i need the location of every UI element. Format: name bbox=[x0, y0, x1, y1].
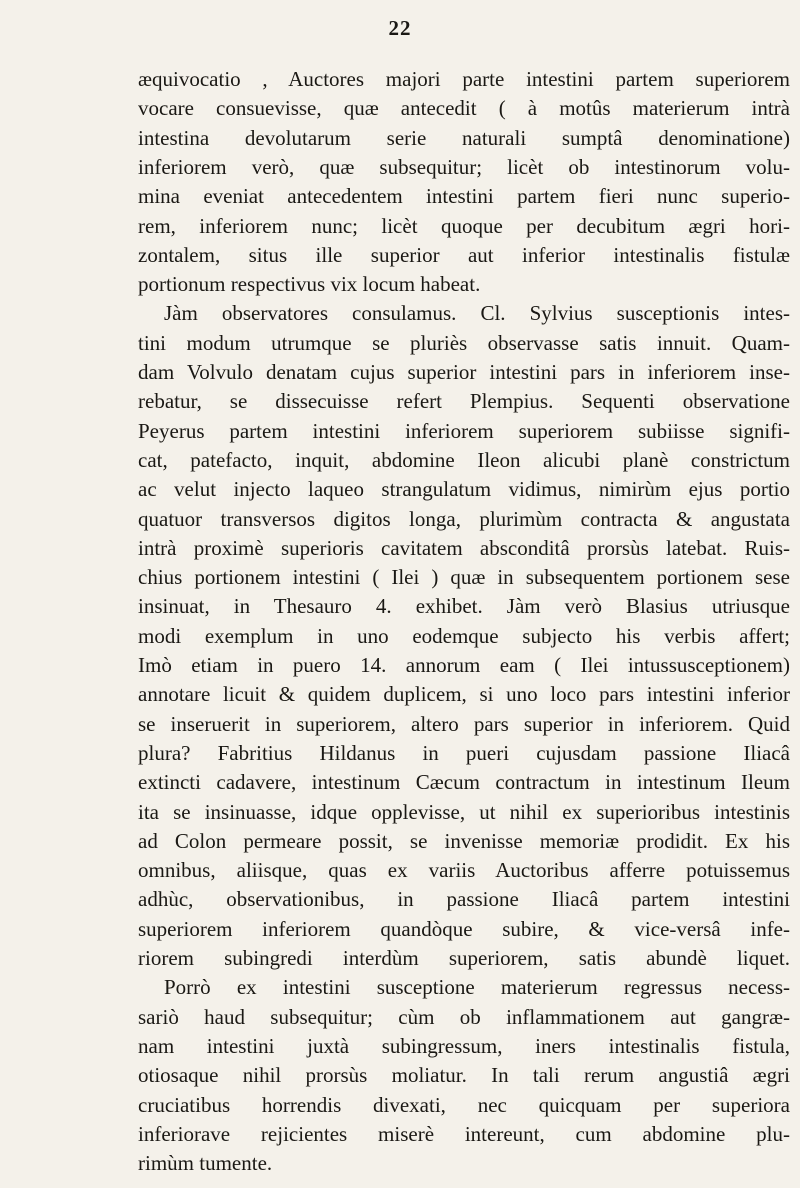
text-line: mina eveniat antecedentem intestini partem fieri nunc superio- bbox=[138, 184, 790, 209]
text-line: inferiorave rejicientes miserè intereunt, cum abdomine plu- bbox=[138, 1121, 790, 1146]
text-line: cruciatibus horrendis divexati, nec quicquam per superiora bbox=[138, 1092, 790, 1117]
text-line: rebatur, se dissecuisse refert Plempius. Sequenti observatione bbox=[138, 389, 790, 414]
text-line: riorem subingredi interdùm superiorem, satis abundè liquet. bbox=[138, 946, 790, 970]
text-line: sariò haud subsequitur; cùm ob inflammationem aut gangræ- bbox=[138, 1004, 790, 1029]
text-line: rimùm tumente. bbox=[138, 1151, 273, 1176]
text-line: ac velut injecto laqueo strangulatum vidimus, nimirùm ejus portio bbox=[138, 477, 790, 502]
text-line: intrà proximè superioris cavitatem absconditâ prorsùs latebat. Ruis- bbox=[138, 535, 790, 560]
text-line: omnibus, aliisque, quas ex variis Auctoribus afferre potuissemus bbox=[138, 858, 790, 883]
text-line: adhùc, observationibus, in passione Iliacâ partem intestini bbox=[138, 887, 790, 912]
text-line: portionum respectivus vix locum habeat. bbox=[138, 272, 481, 297]
text-line: zontalem, situs ille superior aut inferior intestinalis fistulæ bbox=[138, 242, 790, 267]
text-line: inferiorem verò, quæ subsequitur; licèt ob intestinorum volu- bbox=[138, 154, 790, 179]
text-line: vocare consuevisse, quæ antecedit ( à motûs materierum intrà bbox=[138, 96, 790, 121]
text-line: intestina devolutarum serie naturali sumptâ denominatione) bbox=[138, 125, 790, 150]
text-line: plura? Fabritius Hildanus in pueri cujusdam passione Iliacâ bbox=[138, 740, 790, 765]
text-line: ad Colon permeare possit, se invenisse memoriæ prodidit. Ex his bbox=[138, 828, 790, 853]
text-line: chius portionem intestini ( Ilei ) quæ in subsequentem portionem sese bbox=[138, 565, 790, 590]
text-line: superiorem inferiorem quandòque subire, & vice-versâ infe- bbox=[138, 916, 790, 941]
text-line: tini modum utrumque se pluriès observasse satis innuit. Quam- bbox=[138, 330, 790, 355]
text-line: dam Volvulo denatam cujus superior intestini pars in inferiorem inse- bbox=[138, 360, 790, 384]
text-line: annotare licuit & quidem duplicem, si uno loco pars intestini inferior bbox=[138, 682, 790, 707]
text-line: cat, patefacto, inquit, abdomine Ileon alicubi planè constrictum bbox=[138, 447, 790, 472]
text-line: Porrò ex intestini susceptione materierum regressus necess- bbox=[164, 975, 790, 1000]
text-line: æquivocatio , Auctores majori parte intestini partem superiorem bbox=[138, 67, 790, 91]
text-line: Peyerus partem intestini inferiorem superiorem subiisse signifi- bbox=[138, 418, 790, 443]
text-line: quatuor transversos digitos longa, plurimùm contracta & angustata bbox=[138, 506, 790, 531]
text-line: Jàm observatores consulamus. Cl. Sylvius susceptionis intes- bbox=[164, 301, 790, 326]
text-line: insinuat, in Thesauro 4. exhibet. Jàm verò Blasius utriusque bbox=[138, 594, 790, 619]
text-line: ita se insinuasse, idque opplevisse, ut nihil ex superioribus intestinis bbox=[138, 799, 790, 824]
text-line: otiosaque nihil prorsùs moliatur. In tali rerum angustiâ ægri bbox=[138, 1063, 790, 1088]
text-line: modi exemplum in uno eodemque subjecto his verbis affert; bbox=[138, 623, 790, 648]
text-line: nam intestini juxtà subingressum, iners intestinalis fistula, bbox=[138, 1033, 790, 1058]
text-line: extincti cadavere, intestinum Cæcum contractum in intestinum Ileum bbox=[138, 770, 790, 795]
text-line: se inseruerit in superiorem, altero pars superior in inferiorem. Quid bbox=[138, 711, 790, 736]
text-line: rem, inferiorem nunc; licèt quoque per decubitum ægri hori- bbox=[138, 213, 790, 238]
text-line: Imò etiam in puero 14. annorum eam ( Ilei intussusceptionem) bbox=[138, 653, 790, 677]
page-number: 22 bbox=[388, 16, 412, 40]
